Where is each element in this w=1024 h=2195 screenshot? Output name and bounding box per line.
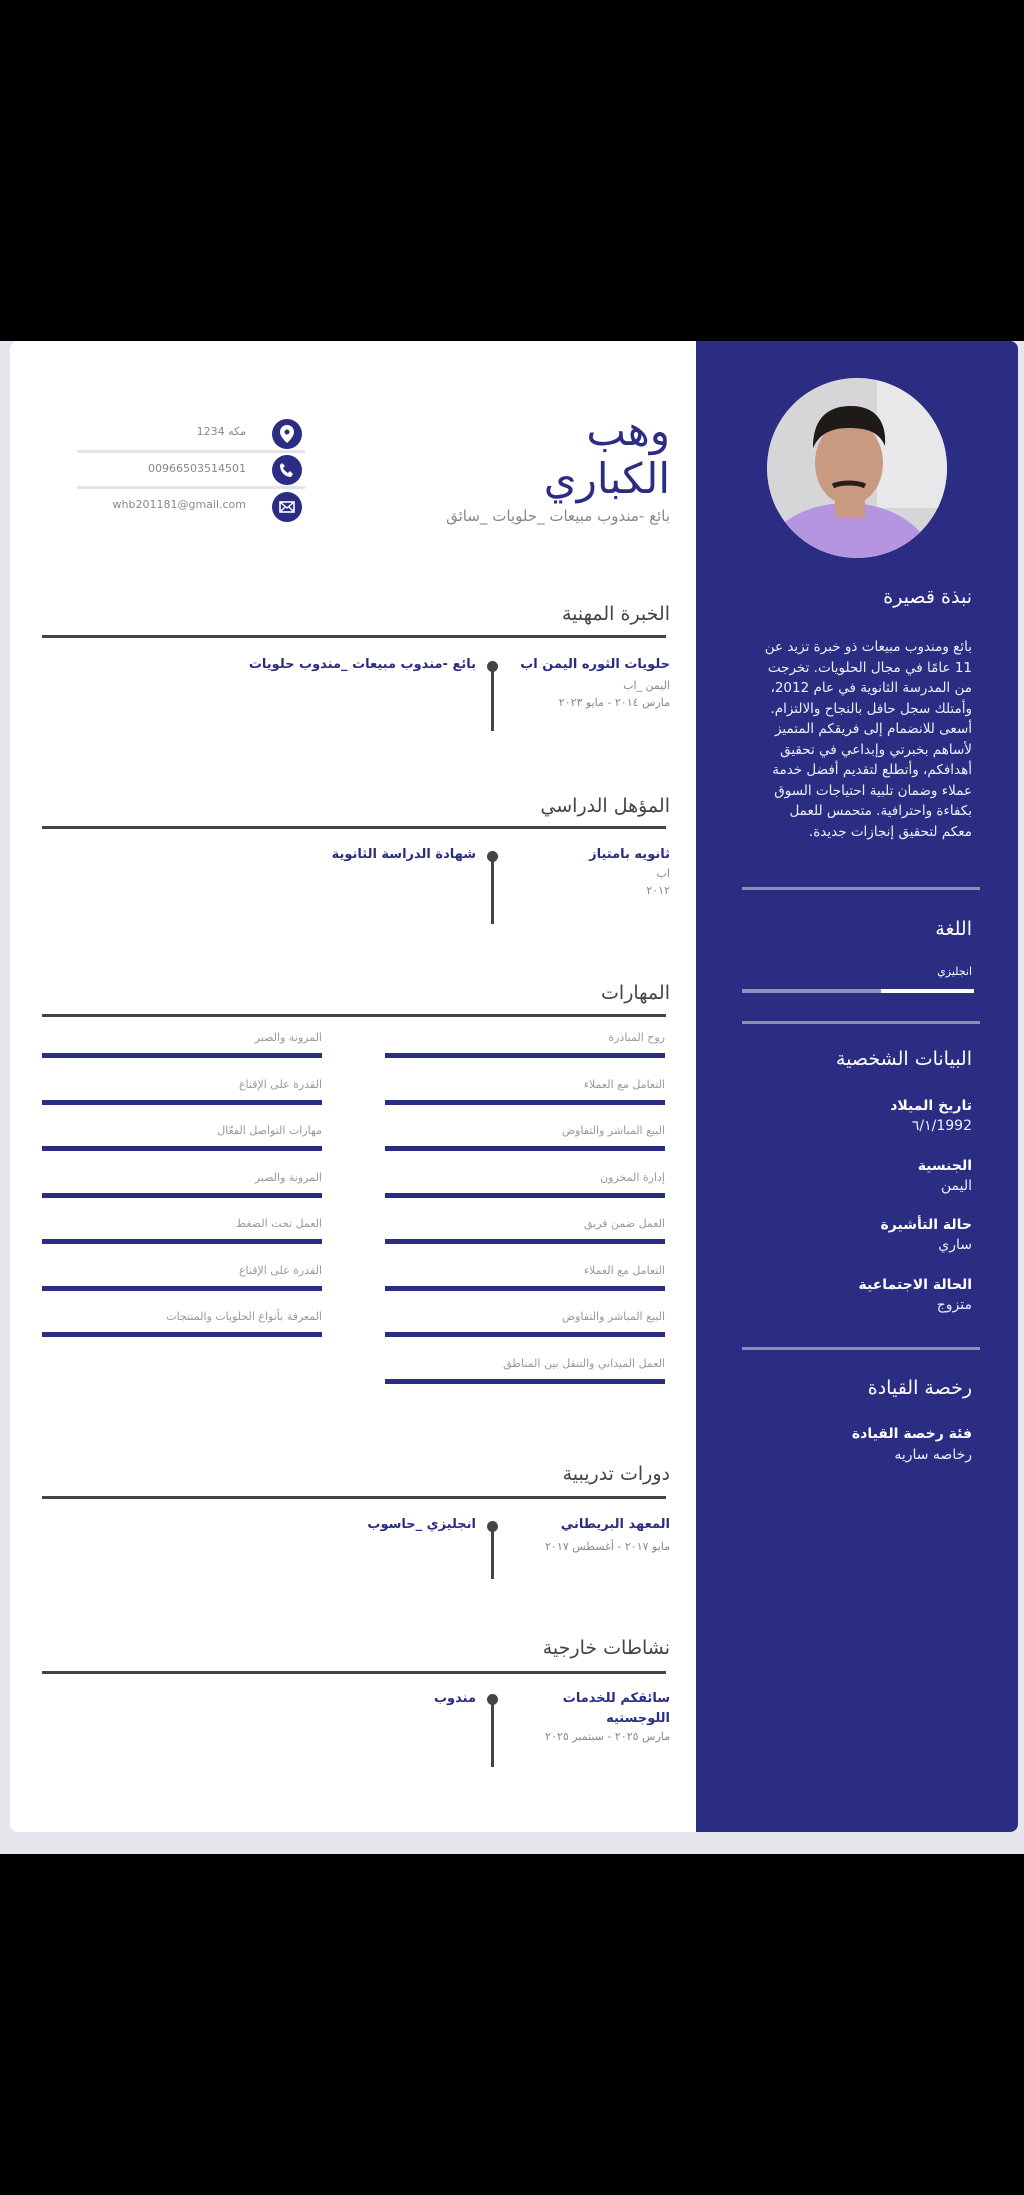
section-title-courses: دورات تدريبية — [562, 1463, 670, 1485]
about-line: بائع ومندوب مبيعات ذو خبرة تزيد عن — [764, 639, 972, 655]
skill-label: المرونة والصبر — [254, 1031, 322, 1044]
contact-email: whb201181@gmail.com — [112, 498, 246, 511]
personal-label: الحالة الاجتماعية — [858, 1276, 972, 1293]
about-line: من المدرسة الثانوية في عام 2012، — [770, 680, 972, 696]
contact-divider — [77, 486, 305, 489]
timeline-line — [491, 1699, 494, 1767]
skill-level-bar — [42, 1193, 322, 1198]
license-title: رخصة القيادة — [867, 1377, 972, 1399]
skill-label: المرونة والصبر — [254, 1170, 322, 1184]
activity-role: مندوب — [433, 1691, 476, 1706]
about-line: معكم لتحقيق إنجازات جديدة. — [808, 823, 972, 840]
skill-label: إدارة المخزون — [600, 1170, 665, 1184]
contact-location: مكه 1234 — [196, 425, 246, 438]
about-line: عملاء وضمان تلبية احتياجات السوق — [774, 782, 972, 799]
email-icon — [272, 492, 302, 522]
education-location: اب — [656, 867, 670, 880]
section-rule — [42, 635, 666, 638]
section-title-skills: المهارات — [601, 982, 670, 1004]
skill-label: روح المبادرة — [608, 1031, 665, 1044]
license-label: فئة رخصة القيادة — [851, 1426, 972, 1442]
skill-label: البيع المباشر والتفاوض — [561, 1310, 665, 1323]
section-rule — [42, 1014, 666, 1017]
personal-value: ساري — [938, 1237, 972, 1253]
section-title-education: المؤهل الدراسي — [540, 795, 670, 817]
language-title: اللغة — [935, 918, 972, 940]
personal-label: تاريخ الميلاد — [890, 1098, 972, 1114]
location-icon — [272, 419, 302, 449]
education-school: ثانويه بامتياز — [589, 847, 670, 862]
skill-label: المعرفة بأنواع الحلويات والمنتجات — [166, 1310, 322, 1323]
skill-label: التعامل مع العملاء — [583, 1077, 665, 1091]
about-line: أسعى للانضمام إلى فريقكم المتميز — [774, 721, 972, 737]
skill-level-bar — [385, 1193, 665, 1198]
skill-level-bar — [385, 1379, 665, 1384]
experience-location: اليمن _اب — [623, 679, 670, 692]
course-dates: مايو ٢٠١٧ - أغسطس ٢٠١٧ — [545, 1540, 670, 1553]
skill-label: مهارات التواصل الفعّال — [217, 1124, 322, 1137]
license-value: رخاصه ساريه — [894, 1447, 972, 1463]
last-name: الكباري — [543, 454, 670, 503]
timeline-line — [491, 1526, 494, 1579]
skill-level-bar — [385, 1053, 665, 1058]
course-name: انجليزي _حاسوب — [367, 1517, 476, 1532]
activity-org-line1: سائقكم للخدمات — [562, 1691, 670, 1706]
skill-level-bar — [385, 1100, 665, 1105]
language-name: انجليزي — [937, 965, 972, 978]
timeline-line — [491, 856, 494, 924]
skill-level-bar — [42, 1146, 322, 1151]
resume-page — [0, 341, 1024, 1854]
activity-dates: مارس ٢٠٢٥ - سبتمبر ٢٠٢٥ — [545, 1730, 670, 1743]
about-title: نبذة قصيرة — [883, 586, 972, 608]
sidebar-divider — [742, 1021, 980, 1024]
sidebar-divider — [742, 887, 980, 890]
course-institute: المعهد البريطاني — [560, 1517, 670, 1532]
skill-level-bar — [42, 1239, 322, 1244]
activity-org-line2: اللوجستيه — [606, 1711, 670, 1726]
personal-label: حالة التأشيرة — [880, 1217, 972, 1233]
skill-level-bar — [385, 1239, 665, 1244]
about-line: لأساهم بخبرتي وإبداعي في تحقيق — [780, 741, 972, 758]
section-rule — [42, 1496, 666, 1499]
contact-phone: 00966503514501 — [148, 462, 246, 475]
skill-level-bar — [385, 1146, 665, 1151]
skill-label: البيع المباشر والتفاوض — [561, 1124, 665, 1137]
sidebar-divider — [742, 1347, 980, 1350]
section-title-activities: نشاطات خارجية — [542, 1637, 670, 1659]
phone-icon — [272, 455, 302, 485]
language-level-bar — [742, 989, 974, 993]
section-rule — [42, 826, 666, 829]
job-subtitle: بائع -مندوب مبيعات _حلويات _سائق — [446, 507, 670, 525]
skill-label: العمل تحت الضغط — [235, 1217, 322, 1230]
personal-value: 1992/٦/١ — [911, 1118, 972, 1134]
education-degree: شهادة الدراسة الثانوية — [331, 847, 476, 862]
skill-label: التعامل مع العملاء — [583, 1263, 665, 1277]
skill-label: القدرة على الإقناع — [238, 1263, 322, 1277]
about-line: وأمتلك سجل حافل بالنجاح والالتزام. — [770, 700, 972, 717]
about-text — [765, 637, 972, 842]
skill-level-bar — [42, 1332, 322, 1337]
resume-sidebar — [696, 341, 1018, 1832]
personal-label: الجنسية — [917, 1157, 972, 1174]
skill-level-bar — [42, 1053, 322, 1058]
skill-label: العمل الميداني والتنقل بين المناطق — [503, 1356, 665, 1370]
about-line: أهدافكم، وأتطلع لتقديم أفضل خدمة — [772, 762, 972, 778]
experience-dates: مارس ٢٠١٤ - مايو ٢٠٢٣ — [558, 696, 670, 709]
contact-divider — [77, 450, 305, 453]
timeline-line — [491, 666, 494, 731]
section-title-experience: الخبرة المهنية — [561, 603, 670, 625]
personal-value: متزوج — [936, 1296, 972, 1313]
about-line: بكفاءة واحترافية. متحمس للعمل — [789, 803, 972, 819]
skill-label: العمل ضمن فريق — [583, 1217, 665, 1230]
skill-level-bar — [42, 1286, 322, 1291]
personal-value: اليمن — [940, 1177, 972, 1194]
section-rule — [42, 1671, 666, 1674]
first-name: وهب — [586, 406, 670, 455]
skill-level-bar — [385, 1286, 665, 1291]
personal-title: البيانات الشخصية — [835, 1048, 972, 1070]
skill-level-bar — [385, 1332, 665, 1337]
about-line: 11 عامًا في مجال الحلويات. تخرجت — [767, 659, 972, 676]
resume-main — [10, 341, 696, 1832]
skill-label: القدرة على الإقناع — [238, 1077, 322, 1091]
experience-role: بائع -مندوب مبيعات _مندوب حلويات — [248, 657, 476, 672]
profile-photo — [767, 378, 947, 558]
education-year: ٢٠١٢ — [646, 884, 670, 897]
experience-company: حلويات الثوره اليمن اب — [520, 657, 670, 672]
language-level-fill — [881, 989, 974, 993]
skill-level-bar — [42, 1100, 322, 1105]
